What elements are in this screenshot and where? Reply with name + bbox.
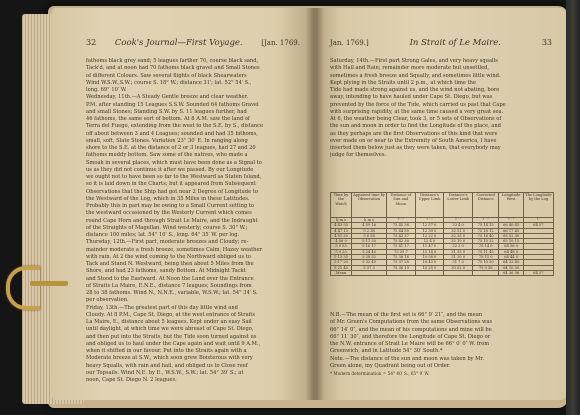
table-cell: 12 39 0 — [415, 228, 444, 233]
right-page-number: 33 — [541, 38, 552, 47]
table-cell: 32 35 0 — [444, 233, 473, 238]
text-line: Terra del Fuego, extending from the west to the S.E. by S., distance — [86, 123, 264, 130]
table-column-header: Apparent time by Observation — [352, 193, 387, 218]
table-body — [331, 218, 554, 276]
table-cell: 65 10 15 — [499, 239, 523, 244]
table-cell: 64 57 — [523, 270, 553, 275]
table-cell: 31 20 0 — [444, 255, 473, 260]
table-column-header: Distance's Upper Limb — [415, 193, 444, 218]
table-cell: h m s — [352, 218, 387, 223]
table-cell: 5 24 40 — [352, 249, 387, 254]
table-cell: 64 56 0 — [499, 244, 523, 249]
text-line: 28 to 38 fathoms. Wind N., N.N.E., variable, W.S.W.; lat. 54° 34′ S. — [86, 290, 258, 296]
table-cell: 11 47 0 — [415, 244, 444, 249]
text-line: Tide had made strong against us, and the wind not abating, bore — [330, 87, 500, 93]
table-cell: 32 19 0 — [444, 239, 473, 244]
text-line: with surprising rapidity, at the same time caused a very great sea. — [330, 108, 504, 115]
text-line: with rain. At 2 the wind coming to the Northward obliged us to — [86, 253, 251, 260]
text-line: mainder moderate a fresh breeze, sometimes Calm, Hazey weather — [86, 246, 262, 253]
text-line: noon, Cape St. Diego N. 2 leagues. — [86, 377, 177, 383]
text-line: P.M. after standing 15 Leagues S.S.W. Sounded 64 fathoms Gravel — [86, 101, 259, 108]
table-cell: 33 4 0 — [444, 223, 473, 228]
text-line: the westward occasioned by the Westerly Current which comes — [86, 210, 252, 217]
table-cell: 5 2 38 — [352, 228, 387, 233]
text-line: and then put into the Straits, but the Tide soon turned against us — [86, 333, 257, 340]
right-body-text — [330, 58, 554, 160]
table-cell: 65 52 30 — [499, 233, 523, 238]
table-cell: 4 43 55 — [331, 223, 352, 228]
text-line: us as they did not continue it after we passed. By our Longitude — [86, 166, 254, 173]
table-cell — [444, 270, 473, 275]
text-line: when it shifted in our favour. Put into the Straits again with a — [86, 348, 247, 354]
table-cell: 75 18 12 — [472, 228, 498, 233]
table-cell: 5 17 20 — [331, 260, 352, 265]
brass-clasp-bar — [30, 281, 68, 286]
table-column-header: Time by the Watch — [331, 193, 352, 218]
text-line: we ought not to have been so far to the Westward as Staten Island, — [86, 174, 262, 180]
text-line: La Maire, E., distance about 5 leagues. Kept under an easy Sail — [86, 319, 252, 325]
text-line: of different Colours. Saw several flights of black Shearwaters — [86, 72, 247, 79]
text-line: Probably this in part may be owing to a Small Current setting to — [86, 203, 254, 209]
text-line: judge for themselves. — [330, 152, 387, 159]
text-line: fathoms black grey sand; 5 leagues farther 70, course black sand, — [86, 58, 259, 64]
left-page-number: 32 — [86, 38, 97, 47]
table-cell: ° ′ ″ — [472, 218, 498, 223]
table-cell: 5 13 35 — [331, 255, 352, 260]
table-cell: 75 36 19 — [387, 265, 416, 270]
text-line: the sun and moon in order to find the Longitude of the place, and — [330, 123, 501, 130]
text-line: long. 69° 10′ W. — [86, 87, 127, 93]
table-cell: 75 39 7 — [387, 249, 416, 254]
text-line: so it is laid down in the Charts; but it appeared from Subsequent — [86, 181, 256, 188]
text-line: 66° 14′ 0″, and the mean of his computations and mine will be — [330, 326, 492, 333]
text-line: ever made on or near to the Extremity of South America, I have — [330, 137, 497, 144]
table-cell: 75 38 16 — [387, 255, 416, 260]
text-line: the N.W. entrance of Strait Le Maire will be 66° 0′ 0″ W. from — [330, 341, 490, 347]
table-cell: 66 40 45 — [499, 223, 523, 228]
table-cell: 31 7 0 — [444, 260, 473, 265]
text-line: N.B.—The mean of the first set is 66° 9′ 21″, and the mean — [330, 312, 483, 318]
text-line: round Cape Horn and through Strait Le Maire, and the Indraught — [86, 217, 258, 224]
table-cell: 4 59 16 — [352, 223, 387, 228]
table-cell: 75 15 22 — [472, 239, 498, 244]
table-cell: 5 16 17 — [352, 244, 387, 249]
text-line: Greenwich, and in Latitude 54° 30′ South.* — [330, 348, 443, 355]
table-cell: 4 47 15 — [331, 228, 352, 233]
table-cell: 75 14 0 — [472, 244, 498, 249]
left-running-title: Cook's Journal—First Voyage. — [114, 38, 243, 48]
table-cell: ° ′ ″ — [499, 218, 523, 223]
text-line: Wednesday, 11th.—A Steady Gentle breeze and clear weather. — [86, 94, 249, 101]
table-cell: 31 35 0 — [444, 249, 473, 254]
table-cell — [415, 270, 444, 275]
table-cell: 75 42 30 — [387, 239, 416, 244]
text-line: away, intending to have hauled under Cape St. Diego, but was — [330, 94, 493, 101]
text-line: fathoms muddy bottom. Saw some of the natives, who made a — [86, 152, 248, 159]
text-line: Saturday, 14th.—First part Strong Gales, and very heavy squalls — [330, 58, 498, 64]
text-line: Smoak in several places, which must have been done as a Signal to — [86, 159, 262, 166]
table-cell: ° ′ — [523, 218, 553, 223]
text-line: 66° 11′ 30″, and therefore the Longitude of Cape St. Diego or — [330, 333, 491, 340]
text-line: sometimes a fresh breeze and Squally, and sometimes little wind. — [330, 72, 501, 79]
text-line: heavy Squalls, with rain and hail, and obliged us to Close reef — [86, 362, 248, 369]
right-date-header: Jan. 1769.] — [330, 39, 369, 47]
text-line: of Straits La Maire, E.N.E., distance 7 leagues; Soundings from — [86, 282, 252, 289]
right-page-header — [330, 38, 552, 48]
text-line: with Hail and Rain; remainder more moderate but unsettled, — [330, 65, 490, 72]
text-line: Wind W.S.W.,S.W.; course S. 18° W.; distance 31′; lat. 52° 54′ S., — [86, 79, 252, 86]
table-column-header: Distance of Sun and Moon — [387, 193, 416, 218]
footnote: * Modern determination = 54° 40′ S., 65° 9′ W. — [330, 371, 430, 376]
right-notes-text — [330, 312, 554, 377]
table-cell: 75 11 0 — [472, 255, 498, 260]
text-line: our Topsails. Wind N.E. by E., W.S.W., S.W.; lat. 54° 39′ S.; at — [86, 369, 244, 376]
table-cell: 11 14 0 — [415, 249, 444, 254]
table-column-header: The Longitude by the Log — [523, 193, 553, 218]
table-cell: 75 43 37 — [387, 233, 416, 238]
text-line: Friday, 13th.—The greatest part of this day little wind and — [86, 304, 238, 311]
text-line: 46 fathoms, the same sort of bottom. At 8 A.M. saw the land of — [86, 116, 250, 122]
left-body-text — [86, 58, 302, 384]
table-cell: 75 41 17 — [387, 244, 416, 249]
table-cell — [352, 270, 387, 275]
table-cell — [472, 270, 498, 275]
left-page-header — [86, 38, 300, 48]
table-cell: 4 56 0 — [331, 239, 352, 244]
text-line: as they perhaps are the first Observations of this kind that were — [330, 130, 498, 137]
table-cell: 64 10 30 — [499, 265, 523, 270]
text-line: At 6, the weather being Clear, took 3, or 5 sets of Observations of — [330, 116, 502, 122]
table-cell: 30 52 0 — [444, 265, 473, 270]
text-line: and obliged us to haul under the Cape again and wait until 9 A.M., — [86, 340, 261, 347]
text-line: Thursday, 12th.—First part, moderate breezes and Cloudy; re- — [86, 239, 249, 246]
text-line: per observation. — [86, 297, 129, 304]
text-line: Kept plying in the Straits until 2 p.m., at which time the — [330, 79, 477, 86]
table-cell: 12 4 0 — [415, 239, 444, 244]
text-line: the Westward of the Log, which in 35 Miles in these Latitudes. — [86, 195, 250, 202]
text-line: of the Straights of Magellan. Wind westerly; course S. 30° W.; — [86, 224, 248, 231]
text-line: Note.—The distance of the sun and moon was taken by Mr. — [330, 355, 484, 362]
table-cell: 12 57 0 — [415, 223, 444, 228]
table-cell: 75 9 36 — [472, 265, 498, 270]
text-line: prevented by the force of the Tide, which carried us past that Cape — [330, 101, 506, 108]
table-cell: 5 32 40 — [352, 260, 387, 265]
table-cell: ° ′ ″ — [444, 218, 473, 223]
table-cell: 64 44 0 — [499, 255, 523, 260]
table-row — [331, 270, 554, 275]
table-cell — [387, 270, 416, 275]
text-line: inserted them below just as they were taken, that everybody may — [330, 145, 501, 151]
table-cell: 75 14 15 — [472, 223, 498, 228]
table-cell: 75 45 38 — [387, 223, 416, 228]
text-line: distance 100 miles; lat. 54° 10′ S., long. 64° 35′ W. per log. — [86, 232, 240, 238]
text-line: Moderate breeze at S.W., which soon grew Boisterous with very — [86, 355, 253, 362]
table-cell: h m s — [331, 218, 352, 223]
left-date-header: [Jan. 1769. — [261, 39, 300, 47]
table-cell: 75 44 50 — [387, 228, 416, 233]
text-line: Tack and Stand N. Westward, being then about 5 Miles from the — [86, 261, 254, 267]
brass-clasp — [6, 266, 40, 310]
table-cell: 5 37 3 — [352, 265, 387, 270]
table-cell: 66 17 45 — [499, 228, 523, 233]
right-page — [316, 8, 566, 400]
table-cell: 10 25 0 — [415, 265, 444, 270]
table-cell: 64 57 — [523, 223, 553, 228]
table-cell: Mean — [331, 270, 352, 275]
table-column-header: Distance's Lower Limb — [444, 193, 473, 218]
text-line: and small Stones; Standing S.W. by S. 11 leagues further, had — [86, 108, 247, 115]
table-cell: ° ′ ″ — [415, 218, 444, 223]
text-line: and Stood to the Eastward. At Noon the Land over the Entrance — [86, 275, 254, 282]
book-gutter — [306, 8, 324, 400]
right-running-title: In Strait of Le Maire. — [409, 38, 501, 48]
text-line: off about between 3 and 4 Leagues; sounded and had 35 fathoms, — [86, 130, 258, 137]
table-header-row — [331, 193, 554, 218]
text-line: Green alone, my Quadrant being out of Order. — [330, 362, 451, 369]
table-cell: 75 10 20 — [472, 260, 498, 265]
text-line: shore to the S.E. at the distance of 2 or 3 leagues, had 27 and 20 — [86, 145, 256, 151]
table-cell: 5 28 52 — [352, 255, 387, 260]
text-line: Tack'd, and at noon had 70 fathoms black gravel and Small Stones — [86, 65, 260, 72]
table-cell: 5 11 20 — [352, 239, 387, 244]
table-cell: ° ′ ″ — [387, 218, 416, 223]
text-line: until daylight, at which time we were abreast of Cape St. Diego, — [86, 326, 254, 333]
text-line: small, soft, Slate Stones. Variation 23° 30′ E. In ranging along — [86, 137, 248, 144]
table-cell: 5 21 45 — [331, 265, 352, 270]
table-cell: 10 58 0 — [415, 255, 444, 260]
text-line: Cloudy. At 8 P.M., Cape St. Diego, at the west entrance of Straits — [86, 311, 255, 318]
table-cell: 32 2 0 — [444, 244, 473, 249]
table-cell: 75 37 28 — [387, 260, 416, 265]
table-cell: 64 32 45 — [499, 260, 523, 265]
table-cell: 5 6 58 — [352, 233, 387, 238]
table-column-header: Corrected Distance — [472, 193, 498, 218]
table-cell: 5 0 55 — [331, 244, 352, 249]
left-page — [52, 8, 314, 400]
table-cell: 5 9 25 — [331, 249, 352, 254]
table-column-header: Longitude West — [499, 193, 523, 218]
text-line: Observations that the Ship had got near 2 Degree of Longitude to — [86, 188, 258, 195]
table-cell: 4 51 35 — [331, 233, 352, 238]
table-cell: 10 43 0 — [415, 260, 444, 265]
table-cell: 12 22 0 — [415, 233, 444, 238]
table-cell: 32 51 0 — [444, 228, 473, 233]
table-cell: 75 11 45 — [472, 249, 498, 254]
table-cell: 75 16 40 — [472, 233, 498, 238]
table-cell: 64 48 0 — [499, 249, 523, 254]
text-line: Shore, and had 23 fathoms, sandy Bottom. At Midnight Tackt — [86, 268, 246, 275]
text-line: of Mr. Green's Computations from the same Observations was — [330, 319, 493, 326]
cover-edge — [566, 0, 580, 415]
observation-table — [330, 192, 554, 276]
table-cell: 64 36 56 — [499, 270, 523, 275]
